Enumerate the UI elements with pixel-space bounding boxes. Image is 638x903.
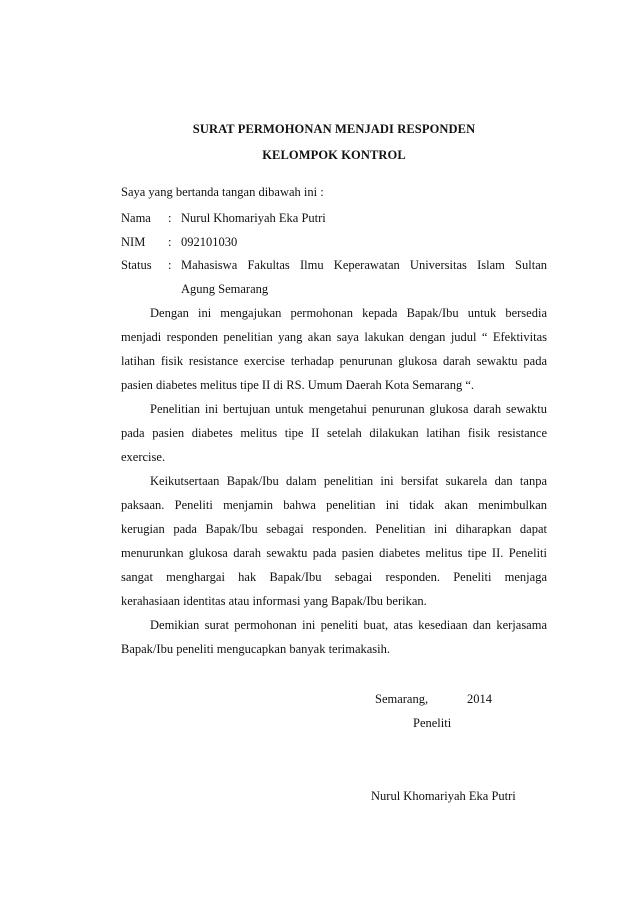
- nim-value: 092101030: [181, 235, 238, 249]
- nim-label: NIM: [121, 235, 146, 249]
- status-value-line1: Mahasiswa Fakultas Ilmu Keperawatan Universitas Islam Sultan: [181, 258, 547, 272]
- paragraph4-line: Bapak/Ibu peneliti mengucapkan banyak terimakasih.: [121, 642, 391, 656]
- letter-subtitle: KELOMPOK KONTROL: [262, 148, 406, 162]
- name-colon: :: [168, 211, 172, 225]
- paragraph2-line: exercise.: [121, 450, 166, 464]
- status-colon: :: [168, 258, 172, 272]
- status-label: Status: [121, 258, 152, 272]
- paragraph3-line: Keikutsertaan Bapak/Ibu dalam penelitian ini bersifat sukarela dan tanpa: [150, 474, 547, 488]
- paragraph1-line: latihan fisik resistance exercise terhadap penurunan glukosa darah sewaktu pada: [121, 354, 547, 368]
- paragraph1-line: menjadi responden penelitian yang akan saya lakukan dengan judul “ Efektivitas: [121, 330, 547, 344]
- signature-name: Nurul Khomariyah Eka Putri: [371, 789, 516, 803]
- name-label: Nama: [121, 211, 151, 225]
- name-value: Nurul Khomariyah Eka Putri: [181, 211, 326, 225]
- paragraph3-line: sangat menghargai hak Bapak/Ibu sebagai responden. Peneliti menjaga: [121, 570, 547, 584]
- paragraph1-line: Dengan ini mengajukan permohonan kepada Bapak/Ibu untuk bersedia: [150, 306, 547, 320]
- paragraph2-line: Penelitian ini bertujuan untuk mengetahui penurunan glukosa darah sewaktu: [150, 402, 547, 416]
- paragraph3-line: kerahasiaan identitas atau informasi yang Bapak/Ibu berikan.: [121, 594, 427, 608]
- paragraph3-line: menurunkan glukosa darah sewaktu pada pasien diabetes melitus tipe II. Peneliti: [121, 546, 547, 560]
- intro-text: Saya yang bertanda tangan dibawah ini :: [121, 185, 324, 199]
- paragraph4-line: Demikian surat permohonan ini peneliti buat, atas kesediaan dan kerjasama: [150, 618, 547, 632]
- signature-place: Semarang,: [375, 692, 429, 706]
- paragraph1-line: pasien diabetes melitus tipe II di RS. Umum Daerah Kota Semarang “.: [121, 378, 475, 392]
- paragraph2-line: pada pasien diabetes melitus tipe II setelah dilakukan latihan fisik resistance: [121, 426, 547, 440]
- paragraph3-line: paksaan. Peneliti menjamin bahwa penelitian ini tidak akan menimbulkan: [121, 498, 547, 512]
- letter-title: SURAT PERMOHONAN MENJADI RESPONDEN: [192, 122, 476, 136]
- paragraph3-line: kerugian pada Bapak/Ibu sebagai responden. Penelitian ini diharapkan dapat: [121, 522, 547, 536]
- status-value-line2: Agung Semarang: [181, 282, 269, 296]
- signature-role: Peneliti: [413, 716, 452, 730]
- signature-year: 2014: [467, 692, 492, 706]
- nim-colon: :: [168, 235, 172, 249]
